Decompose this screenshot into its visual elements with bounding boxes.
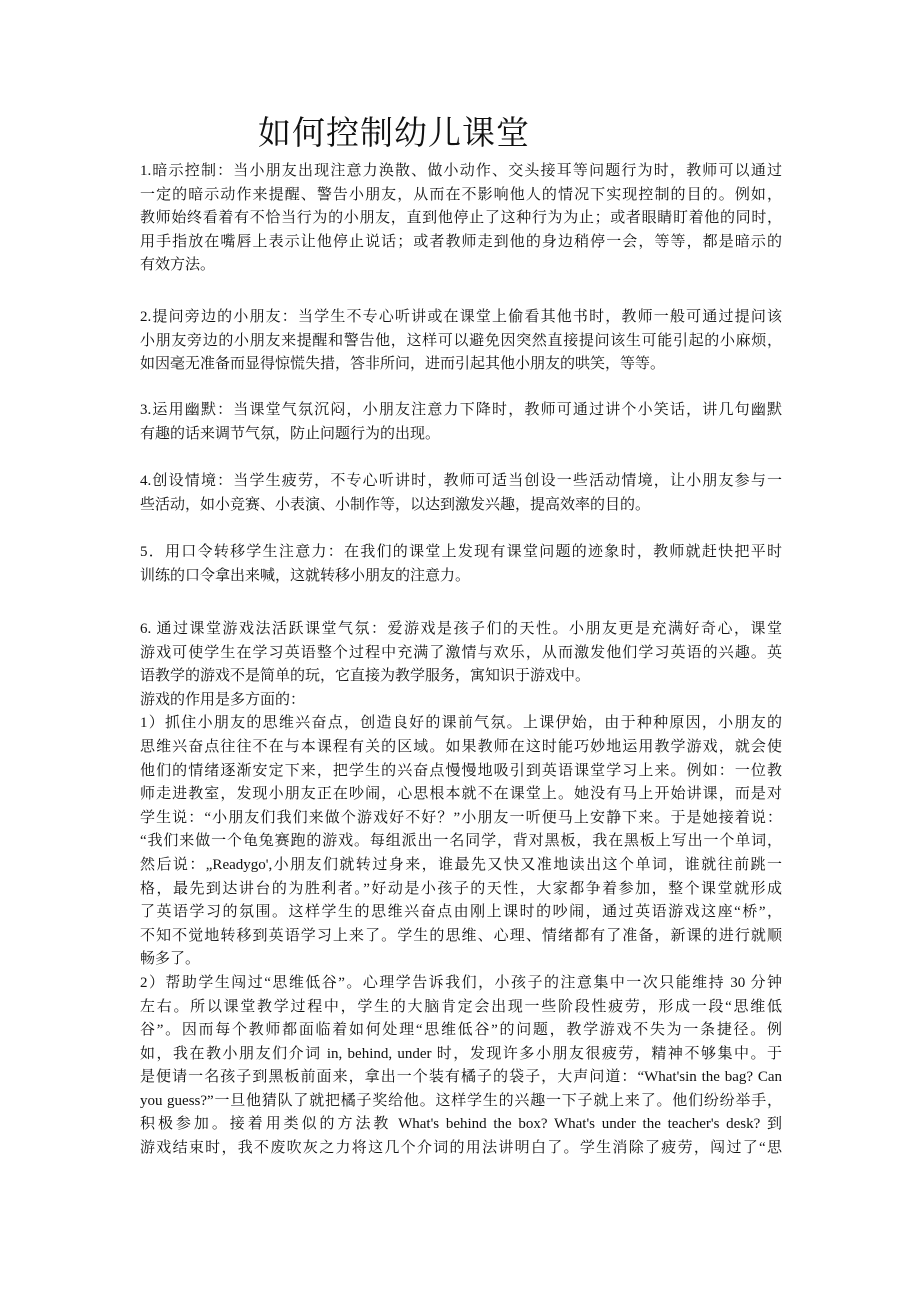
text-line: 积极参加。接着用类似的方法教 What's behind the box? What's under the teacher's desk? 到 bbox=[140, 1116, 782, 1133]
subheading-line: 游戏的作用是多方面的： bbox=[140, 691, 306, 708]
text-line: 2.提问旁边的小朋友：当学生不专心听讲或在课堂上偷看其他书时，教师一般可通过提问该 bbox=[140, 309, 782, 325]
text-line: 1）抓住小朋友的思维兴奋点，创造良好的课前气氛。上课伊始，由于种种原因，小朋友的 bbox=[140, 715, 782, 732]
text-line: 他们的情绪逐渐安定下来，把学生的兴奋点慢慢地吸引到英语课堂学习上来。例如：一位教 bbox=[140, 762, 782, 779]
text-line: 师走进教室，发现小朋友正在吵闹，心思根本就不在课堂上。她没有马上开始讲课，而是对 bbox=[140, 786, 782, 803]
text-line: 2）帮助学生闯过“思维低谷”。心理学告诉我们，小孩子的注意集中一次只能维持 30 分钟 bbox=[140, 974, 782, 991]
text-line: 格，最先到达讲台的为胜利者。”好动是小孩子的天性，大家都争着参加，整个课堂就形成 bbox=[140, 880, 782, 897]
text-line: 游戏结束时，我不废吹灰之力将这几个介词的用法讲明白了。学生消除了疲劳，闯过了“思 bbox=[140, 1140, 782, 1157]
text-line: 些活动，如小竞赛、小表演、小制作等，以达到激发兴趣，提高效率的目的。 bbox=[140, 496, 651, 513]
text-line: 游戏可使学生在学习英语整个过程中充满了激情与欢乐，从而激发他们学习英语的兴趣。英 bbox=[140, 644, 782, 661]
text-line: 如因毫无准备而显得惊慌失措，答非所问，进而引起其他小朋友的哄笑，等等。 bbox=[140, 356, 666, 373]
paragraph-implicit-control bbox=[140, 160, 782, 278]
paragraph-create-situation bbox=[140, 470, 782, 517]
text-line: 如，我在教小朋友们介词 in, behind, under 时，发现许多小朋友很疲劳，精神不够集中。于 bbox=[140, 1045, 782, 1062]
text-line: 4.创设情境：当学生疲劳，不专心听讲时，教师可适当创设一些活动情境，让小朋友参与一 bbox=[140, 473, 782, 489]
text-line: 畅多了。 bbox=[140, 951, 201, 968]
text-line: 3.运用幽默：当课堂气氛沉闷，小朋友注意力下降时，教师可通过讲个小笑话，讲几句幽默 bbox=[140, 402, 782, 418]
text-line: 5．用口令转移学生注意力：在我们的课堂上发现有课堂问题的迹象时，教师就赶快把平时 bbox=[140, 544, 782, 560]
text-line: 学生说：“小朋友们我们来做个游戏好不好？”小朋友一听便马上安静下来。于是她接着说： bbox=[140, 809, 782, 826]
text-line: 小朋友旁边的小朋友来提醒和警告他，这样可以避免因突然直接提问该生可能引起的小麻烦， bbox=[140, 332, 782, 349]
text-line: 教师始终看着有不恰当行为的小朋友，直到他停止了这种行为为止；或者眼睛盯着他的同时， bbox=[140, 210, 782, 227]
text-line: 一定的暗示动作来提醒、警告小朋友，从而在不影响他人的情况下实现控制的目的。例如， bbox=[140, 186, 782, 203]
text-line: 6. 通过课堂游戏法活跃课堂气氛：爱游戏是孩子们的天性。小朋友更是充满好奇心，课堂 bbox=[140, 621, 782, 637]
text-line: 有效方法。 bbox=[140, 257, 216, 274]
paragraph-verbal-commands bbox=[140, 541, 782, 588]
text-line: 用手指放在嘴唇上表示让他停止说话；或者教师走到他的身边稍停一会，等等，都是暗示的 bbox=[140, 233, 782, 250]
text-line: you guess?”一旦他猜队了就把橘子奖给他。这样学生的兴趣一下子就上来了。他们纷纷举手， bbox=[140, 1092, 782, 1109]
text-line: 不知不觉地转移到英语学习上来了。学生的思维、心理、情绪都有了准备，新课的进行就顺 bbox=[140, 927, 782, 944]
text-line: 左右。所以课堂教学过程中，学生的大脑肯定会出现一些阶段性疲劳，形成一段“思维低 bbox=[140, 998, 782, 1015]
text-line: 1.暗示控制：当小朋友出现注意力涣散、做小动作、交头接耳等问题行为时，教师可以通过 bbox=[140, 163, 782, 179]
text-line: 训练的口令拿出来喊，这就转移小朋友的注意力。 bbox=[140, 567, 471, 584]
text-line: “我们来做一个龟兔赛跑的游戏。每组派出一名同学，背对黑板，我在黑板上写出一个单词， bbox=[140, 833, 782, 850]
text-line: 然后说：„Readygo',小朋友们就转过身来，谁最先又快又准地读出这个单词，谁就往前跳一 bbox=[140, 856, 782, 873]
paragraph-humor bbox=[140, 399, 782, 446]
text-line: 有趣的话来调节气氛，防止问题行为的出现。 bbox=[140, 425, 441, 442]
paragraph-ask-neighbor bbox=[140, 306, 782, 377]
text-line: 是便请一名孩子到黑板前面来，拿出一个装有橘子的袋子，大声问道：“What'sin the bag? Can bbox=[140, 1069, 782, 1086]
text-line: 思维兴奋点往往不在与本课程有关的区域。如果教师在这时能巧妙地运用教学游戏，就会使 bbox=[140, 738, 782, 755]
text-line: 了英语学习的氛围。这样学生的思维兴奋点由刚上课时的吵闹，通过英语游戏这座“桥”， bbox=[140, 904, 782, 921]
paragraph-classroom-games bbox=[140, 618, 782, 1161]
page-title: 如何控制幼儿课堂 bbox=[258, 113, 530, 152]
text-line: 谷”。因而每个教师都面临着如何处理“思维低谷”的问题，教学游戏不失为一条捷径。例 bbox=[140, 1022, 782, 1039]
text-line: 语教学的游戏不是简单的玩，它直接为教学服务，寓知识于游戏中。 bbox=[140, 668, 591, 685]
